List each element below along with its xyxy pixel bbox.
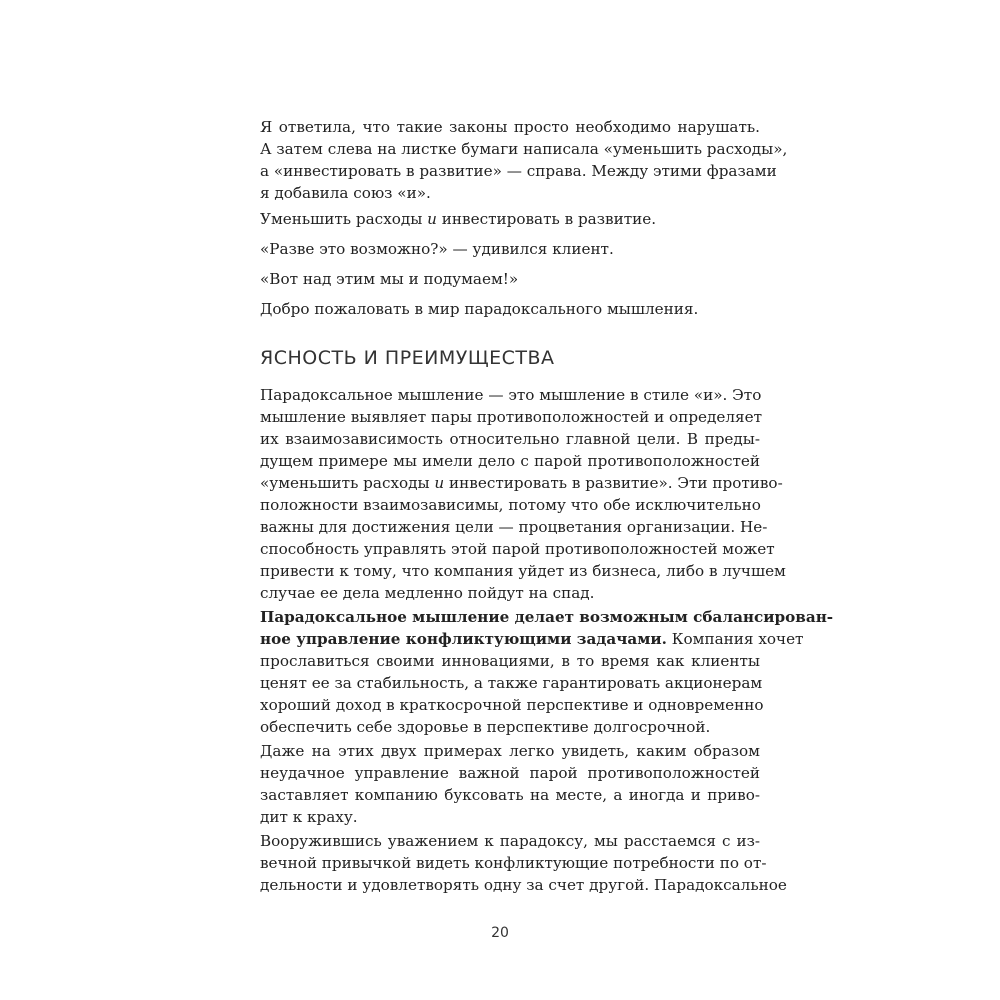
intro-paragraph-4 [260, 268, 760, 290]
text-line [260, 472, 783, 494]
text-line: мышление выявляет пары противоположностей и определяет [260, 408, 762, 426]
text-line: Добро пожаловать в мир парадоксального мышления. [260, 300, 699, 318]
text-line: их взаимозависимость относительно главной цели. В преды- [260, 430, 760, 448]
text-line: неудачное управление важной парой противоположностей [260, 764, 760, 782]
text-line: дущем примере мы имели дело с парой противоположностей [260, 452, 760, 470]
text-line: обеспечить себе здоровье в перспективе долгосрочной. [260, 718, 711, 736]
text-line: Я ответила, что такие законы просто необходимо нарушать. [260, 118, 760, 136]
section-paragraph-3 [260, 740, 760, 828]
text-line: А затем слева на листке бумаги написала «уменьшить расходы», [260, 140, 788, 158]
section-paragraph-2 [260, 606, 834, 738]
intro-paragraph-2 [260, 208, 760, 230]
text-line [260, 606, 834, 628]
text-line: а «инвестировать в развитие» — справа. Между этими фразами [260, 162, 777, 180]
section-paragraph-4 [260, 830, 787, 896]
text-line: важны для достижения цели — процветания организации. Не- [260, 518, 768, 536]
text-line: способность управлять этой парой противоположностей может [260, 540, 775, 558]
bold-text: Парадоксальное мышление делает возможным сбалансирован- [260, 608, 834, 626]
page-number: 20 [491, 925, 509, 941]
text-fragment: Уменьшить расходы [260, 210, 428, 228]
intro-paragraph-5 [260, 298, 760, 320]
text-fragment: инвестировать в развитие. [436, 210, 657, 228]
text-line: «Разве это возможно?» — удивился клиент. [260, 240, 614, 258]
text-line: Даже на этих двух примерах легко увидеть, каким образом [260, 742, 760, 760]
text-line: положности взаимозависимы, потому что обе исключительно [260, 496, 761, 514]
text-line: дельности и удовлетворять одну за счет другой. Парадоксальное [260, 876, 787, 894]
text-line: вечной привычкой видеть конфликтующие потребности по от- [260, 854, 767, 872]
text-line: заставляет компанию буксовать на месте, а иногда и приво- [260, 786, 760, 804]
text-line: привести к тому, что компания уйдет из бизнеса, либо в лучшем [260, 562, 786, 580]
text-line: «Вот над этим мы и подумаем!» [260, 270, 519, 288]
text-line: ценят ее за стабильность, а также гарантировать акционерам [260, 674, 763, 692]
intro-paragraph-3 [260, 238, 760, 260]
text-line: Парадоксальное мышление — это мышление в стиле «и». Это [260, 386, 762, 404]
emphasis-text: и [427, 210, 437, 228]
intro-paragraph-1 [260, 116, 788, 204]
text-line: Вооружившись уважением к парадоксу, мы расстаемся с из- [260, 832, 760, 850]
text-line: я добавила союз «и». [260, 184, 431, 202]
bold-text: ное управление конфликтующими задачами. [260, 630, 667, 648]
emphasis-text: и [434, 474, 445, 492]
text-fragment: «уменьшить расходы [260, 474, 435, 492]
section-paragraph-1 [260, 384, 786, 604]
text-line [260, 208, 760, 230]
text-line: хороший доход в краткосрочной перспективе и одновременно [260, 696, 764, 714]
text-line: прославиться своими инновациями, в то время как клиенты [260, 652, 760, 670]
section-heading: ЯСНОСТЬ И ПРЕИМУЩЕСТВА [260, 347, 555, 369]
text-line [260, 628, 804, 650]
text-fragment: инвестировать в развитие». Эти противо- [444, 474, 783, 492]
text-line: дит к краху. [260, 808, 358, 826]
text-fragment: Компания хочет [666, 630, 804, 648]
text-line: случае ее дела медленно пойдут на спад. [260, 584, 595, 602]
